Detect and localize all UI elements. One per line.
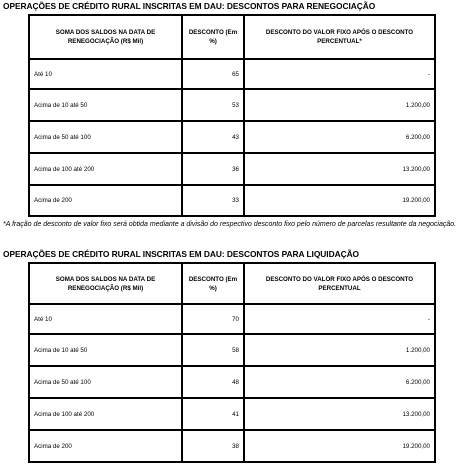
- cell-range: Acima de 100 até 200: [29, 398, 182, 430]
- header-fixed-discount: DESCONTO DO VALOR FIXO APÓS O DESCONTO PERCENTUAL*: [244, 15, 435, 59]
- cell-discount: 41: [182, 398, 244, 430]
- table-row: [29, 398, 435, 430]
- table1-title: OPERAÇÕES DE CRÉDITO RURAL INSCRITAS EM DAU: DESCONTOS PARA RENEGOCIAÇÃO: [3, 1, 376, 11]
- footnote: *A fração de desconto de valor fixo será obtida mediante a divisão do respectivo desconto fixo pelo número de parcelas resultante da negociação.: [3, 221, 457, 228]
- cell-fixed: 19.200,00: [244, 185, 435, 216]
- cell-range: Até 10: [29, 304, 182, 334]
- cell-range: Acima de 10 até 50: [29, 334, 182, 366]
- cell-range: Acima de 50 até 100: [29, 121, 182, 153]
- cell-discount: 58: [182, 334, 244, 366]
- cell-range: Acima de 200: [29, 430, 182, 462]
- table-header-row: [29, 263, 435, 304]
- cell-discount: 36: [182, 153, 244, 185]
- cell-fixed: 19.200,00: [244, 430, 435, 462]
- table-row: [29, 185, 435, 216]
- table-row: [29, 430, 435, 462]
- cell-fixed: 6.200,00: [244, 121, 435, 153]
- cell-range: Acima de 200: [29, 185, 182, 216]
- cell-discount: 38: [182, 430, 244, 462]
- renegotiation-table: [28, 14, 436, 217]
- cell-fixed: 1.200,00: [244, 334, 435, 366]
- table-row: [29, 121, 435, 153]
- cell-fixed: -: [244, 59, 435, 89]
- cell-discount: 65: [182, 59, 244, 89]
- table-row: [29, 304, 435, 334]
- header-discount-percent: DESCONTO (Em %): [182, 15, 244, 59]
- table-row: [29, 153, 435, 185]
- header-fixed-discount: DESCONTO DO VALOR FIXO APÓS O DESCONTO PERCENTUAL: [244, 263, 435, 304]
- liquidation-table: [28, 262, 436, 463]
- table2-container: [28, 262, 434, 463]
- cell-discount: 53: [182, 89, 244, 121]
- table1-container: [28, 14, 434, 217]
- header-sum-balances: SOMA DOS SALDOS NA DATA DE RENEGOCIAÇÃO (R$ Mil): [29, 15, 182, 59]
- cell-discount: 48: [182, 366, 244, 398]
- cell-range: Acima de 50 até 100: [29, 366, 182, 398]
- cell-fixed: 6.200,00: [244, 366, 435, 398]
- cell-range: Até 10: [29, 59, 182, 89]
- cell-fixed: 13.200,00: [244, 398, 435, 430]
- table-row: [29, 334, 435, 366]
- table-row: [29, 59, 435, 89]
- table-row: [29, 366, 435, 398]
- cell-fixed: 1.200,00: [244, 89, 435, 121]
- cell-discount: 70: [182, 304, 244, 334]
- cell-fixed: -: [244, 304, 435, 334]
- table2-title: OPERAÇÕES DE CRÉDITO RURAL INSCRITAS EM DAU: DESCONTOS PARA LIQUIDAÇÃO: [3, 249, 360, 259]
- cell-discount: 33: [182, 185, 244, 216]
- cell-range: Acima de 100 até 200: [29, 153, 182, 185]
- header-sum-balances: SOMA DOS SALDOS NA DATA DE RENEGOCIAÇÃO (R$ Mil): [29, 263, 182, 304]
- table-row: [29, 89, 435, 121]
- header-discount-percent: DESCONTO (Em %): [182, 263, 244, 304]
- table-header-row: [29, 15, 435, 59]
- cell-fixed: 13.200,00: [244, 153, 435, 185]
- cell-discount: 43: [182, 121, 244, 153]
- cell-range: Acima de 10 até 50: [29, 89, 182, 121]
